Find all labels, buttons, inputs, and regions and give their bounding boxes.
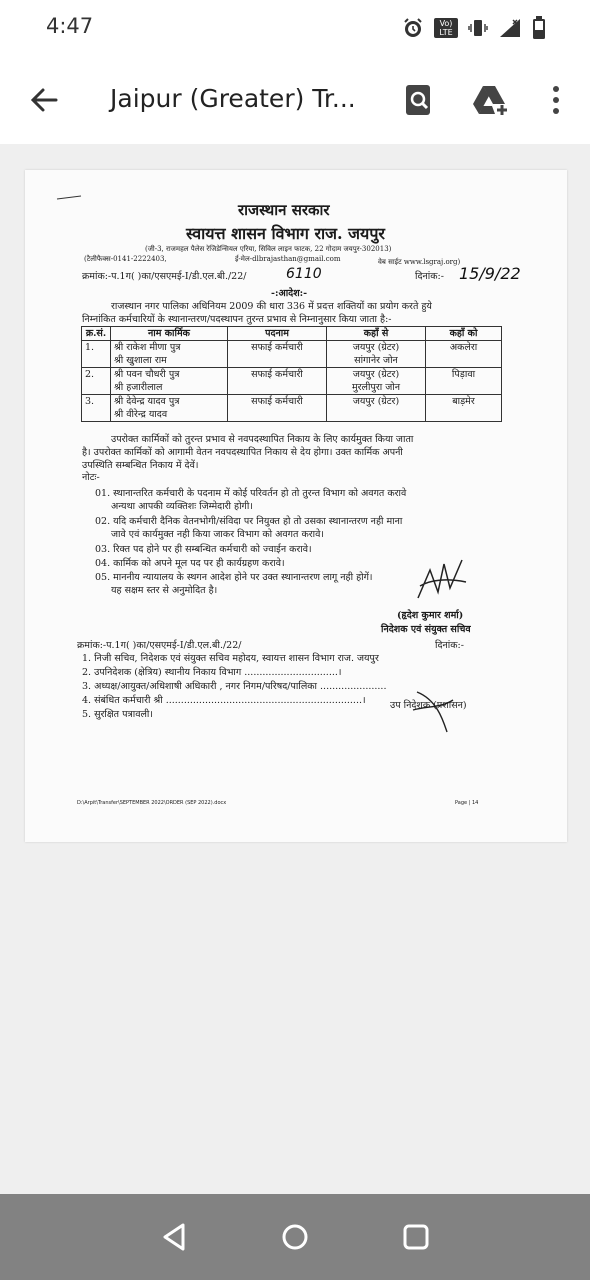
row-name [111, 395, 228, 422]
ref-number-2: क्रमांक:-प.1ग( )का/एसएमई-I/डी.एल.बी./22/ [77, 640, 242, 651]
table-header-row [82, 327, 502, 341]
col-sn: क्र.सं. [82, 327, 111, 341]
from-line-2: सांगानेर जोन [354, 355, 398, 366]
col-from: कहाँ से [327, 327, 426, 341]
signal-icon [498, 17, 522, 39]
name-line-1: श्री पवन चौधरी पुत्र [114, 369, 180, 380]
dept-heading: स्वायत्त शासन विभाग राज. जयपुर [186, 224, 385, 243]
from-line-2: मुरलीपुरा जोन [351, 382, 400, 393]
row-name [111, 368, 228, 395]
document-page [25, 170, 567, 842]
name-line-1: श्री राकेश मीणा पुत्र [114, 342, 181, 353]
note-line: अन्यथा आपकी व्यक्तिशः जिम्मेदारी होगी। [111, 501, 253, 512]
name-line-1: श्री देवेन्द्र यादव पुत्र [114, 396, 180, 407]
row-post: सफाई कर्मचारी [228, 395, 327, 422]
date-label-2: दिनांक:- [435, 640, 464, 651]
date-handwritten: 15/9/22 [459, 264, 521, 283]
status-icons [402, 16, 546, 40]
body-line-2: है। उपरोक्त कार्मिकों को आगामी वेतन नवपदस्थापित निकाय से देय होगा। उक्त कार्मिक अपनी [82, 447, 403, 458]
more-vert-icon [551, 85, 561, 115]
note-label: नोटः- [82, 472, 100, 483]
add-to-drive-button[interactable] [470, 80, 510, 120]
note-line: 03. रिक्त पद होने पर ही सम्बन्धित कर्मचारी को ज्वाईन करावे। [95, 544, 312, 555]
ref-number: क्रमांक:-प.1ग( )का/एसएमई-I/डी.एल.बी./22/ [82, 271, 247, 282]
row-sn: 2. [82, 368, 111, 395]
dept-phone: (टैलीफैक्स-0141-2222403, [84, 255, 167, 263]
app-bar [0, 58, 590, 144]
copy-line: 4. संबंधित कर्मचारी श्री .................................................................। [82, 695, 366, 706]
name-line-2: श्री हजारीलाल [114, 382, 163, 393]
note-line: जावे एवं कार्यमुक्त नही किया जाकर विभाग को अवगत करावे। [111, 529, 324, 540]
col-post: पदनाम [228, 327, 327, 341]
nav-back-icon[interactable] [157, 1220, 191, 1254]
note-line: 02. यदि कर्मचारी दैनिक वेतनभोगी/संविदा पर नियुक्त हो तो उसका स्थानान्तरण नही माना [95, 516, 403, 527]
body-line-1: उपरोक्त कार्मिकों को तुरन्त प्रभाव से नवपदस्थापित निकाय के लिए कार्यमुक्त किया जाता [111, 434, 414, 445]
note-line: यह सक्षम स्तर से अनुमोदित है। [111, 585, 218, 596]
date-label: दिनांक:- [415, 271, 444, 282]
row-from [327, 341, 426, 368]
drive-add-icon [471, 83, 509, 117]
copy-line: 3. अध्यक्ष/आयुक्त/अधिशाषी अधिकारी , नगर निगम/परिषद/पालिका ...................... [82, 681, 387, 692]
vibrate-icon [468, 18, 488, 38]
name-line-2: श्री खुशाला राम [114, 355, 167, 366]
status-time: 4:47 [46, 14, 94, 38]
row-sn: 3. [82, 395, 111, 422]
footer-path: D:\Arpit\Transfer\SEPTEMBER 2022\ORDER (SEP 2022).docx [77, 800, 227, 806]
deputy-director: उप निदेशक (प्रशासन) [390, 700, 467, 711]
row-sn: 1. [82, 341, 111, 368]
signature-mark [410, 558, 470, 608]
volte-icon: Vo) LTE [434, 18, 458, 38]
row-post: सफाई कर्मचारी [228, 368, 327, 395]
table-row [82, 368, 502, 395]
from-line-1: जयपुर (ग्रेटर) [352, 396, 400, 407]
alarm-icon [402, 17, 424, 39]
col-to: कहाँ को [426, 327, 502, 341]
document-search-icon [403, 83, 433, 117]
more-options-button[interactable] [536, 80, 576, 120]
copy-line: 2. उपनिदेशक (क्षेत्रिय) स्थानीय निकाय विभाग ...............................। [82, 667, 342, 678]
name-line-2: श्री वीरेन्द्र यादव [114, 409, 168, 420]
gov-heading: राजस्थान सरकार [238, 201, 330, 219]
body-line-3: उपस्थिति सम्बन्धित निकाय में देवें। [82, 460, 199, 471]
copy-line: 1. निजी सचिव, निदेशक एवं संयुक्त सचिव महोदय, स्वायत्त शासन विभाग राज. जयपुर [82, 653, 379, 664]
from-line-1: जयपुर (ग्रेटर) [352, 369, 400, 380]
row-to: पिड़ावा [426, 368, 502, 395]
system-nav-bar [0, 1194, 590, 1280]
document-search-button[interactable] [398, 80, 438, 120]
footer-page: Page | 14 [455, 800, 479, 806]
row-to: अकलेरा [426, 341, 502, 368]
status-bar [0, 0, 590, 58]
order-heading: -:आदेश:- [271, 288, 308, 299]
row-name [111, 341, 228, 368]
table-row [82, 395, 502, 422]
dept-website: वेब साईट www.lsgraj.org) [378, 258, 461, 266]
signatory-title: निदेशक एवं संयुक्त सचिव [381, 624, 471, 635]
dept-email: ई-मेल-dlbrajasthan@gmail.com [235, 255, 341, 263]
transfer-table [81, 326, 502, 422]
col-name: नाम कार्मिक [111, 327, 228, 341]
ref-handwritten: 6110 [286, 266, 322, 282]
page-mark [55, 194, 85, 202]
note-line: 01. स्थानान्तरित कर्मचारी के पदनाम में कोई परिवर्तन हो तो तुरन्त विभाग को अवगत करावे [95, 488, 407, 499]
copy-line: 5. सुरक्षित पत्रावली। [82, 709, 153, 720]
table-row [82, 341, 502, 368]
nav-recents-icon[interactable] [399, 1220, 433, 1254]
note-line: 05. माननीय न्यायालय के स्थगन आदेश होने पर उक्त स्थानान्तरण लागू नही होगें। [95, 572, 373, 583]
row-to: बाड़मेर [426, 395, 502, 422]
intro-line-1: राजस्थान नगर पालिका अधिनियम 2009 की धारा 336 में प्रदत्त शक्तियों का प्रयोग करते हुये [111, 301, 432, 312]
note-line: 04. कार्मिक को अपने मूल पद पर ही कार्यग्रहण करावे। [95, 558, 285, 569]
battery-icon [532, 16, 546, 40]
nav-home-icon[interactable] [278, 1220, 312, 1254]
back-arrow-icon[interactable] [26, 82, 62, 118]
row-from [327, 395, 426, 422]
row-post: सफाई कर्मचारी [228, 341, 327, 368]
signatory-name: (हृदेश कुमार शर्मा) [397, 610, 464, 621]
document-title: Jaipur (Greater) Tr... [110, 84, 356, 113]
from-line-1: जयपुर (ग्रेटर) [352, 342, 400, 353]
dept-address: (जी-3, राजमहल पैलेस रेजिडेन्सियल एरिया, सिविल लाइन फाटक, 22 गोदाम जयपुर-302013) [145, 245, 392, 253]
row-from [327, 368, 426, 395]
intro-line-2: निम्नांकित कर्मचारियों के स्थानान्तरण/पदस्थापन तुरन्त प्रभाव से निम्नानुसार किया जाता है:- [82, 314, 392, 325]
